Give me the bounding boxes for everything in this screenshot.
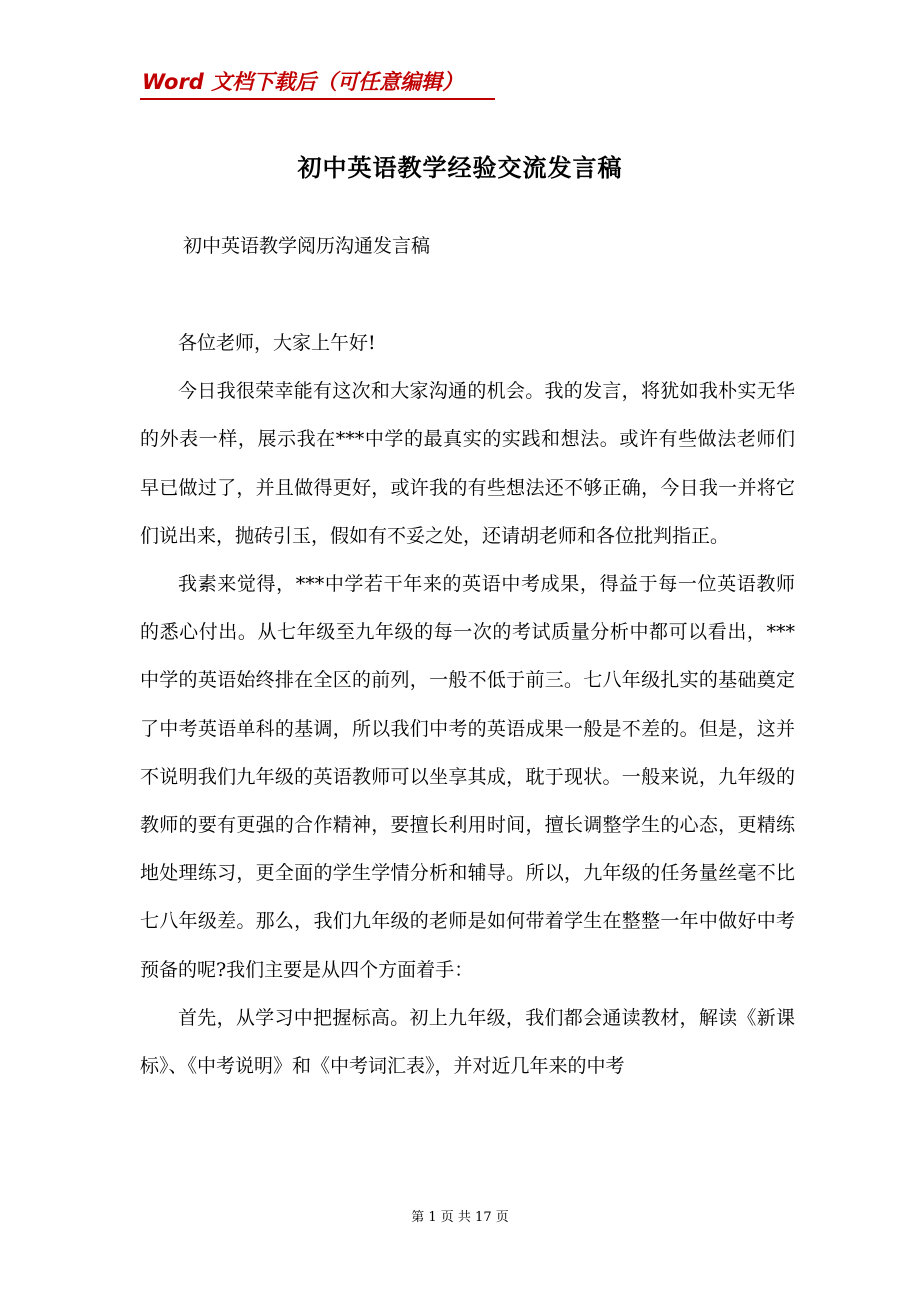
paragraph-first-point: 首先，从学习中把握标高。初上九年级，我们都会通读教材，解读《新课标》、《中考说明》和《中考词汇表》，并对近几年来的中考: [140, 1006, 795, 1078]
paragraph-intro: 今日我很荣幸能有这次和大家沟通的机会。我的发言，将犹如我朴实无华的外表一样，展示我在***中学的最真实的实践和想法。或许有些做法老师们早已做过了，并且做得更好，或许我的有些想法还不够正确，今日我一并将它们说出来，抛砖引玉，假如有不妥之处，还请胡老师和各位批判指正。: [140, 380, 795, 547]
document-body: [140, 319, 795, 1090]
page-number-footer: 第 1 页 共 17 页: [411, 1210, 509, 1225]
paragraph-greeting: 各位老师，大家上午好!: [178, 332, 376, 354]
download-banner-text: Word 文档下载后（可任意编辑）: [142, 70, 464, 94]
document-title: 初中英语教学经验交流发言稿: [297, 153, 623, 182]
download-banner: [140, 64, 495, 100]
paragraph-background: 我素来觉得，***中学若干年来的英语中考成果，得益于每一位英语教师的悉心付出。从七年级至九年级的每一次的考试质量分析中都可以看出，***中学的英语始终排在全区的前列，一般不低于前三。七八年级扎实的基础奠定了中考英语单科的基调，所以我们中考的英语成果一般是不差的。但是，这并不说明我们九年级的英语教师可以坐享其成，耽于现状。一般来说，九年级的教师的要有更强的合作精神，要擅长利用时间，擅长调整学生的心态，更精练地处理练习，更全面的学生学情分析和辅导。所以，九年级的任务量丝毫不比七八年级差。那么，我们九年级的老师是如何带着学生在整整一年中做好中考预备的呢?我们主要是从四个方面着手：: [140, 573, 795, 981]
document-subtitle: 初中英语教学阅历沟通发言稿: [183, 235, 431, 257]
